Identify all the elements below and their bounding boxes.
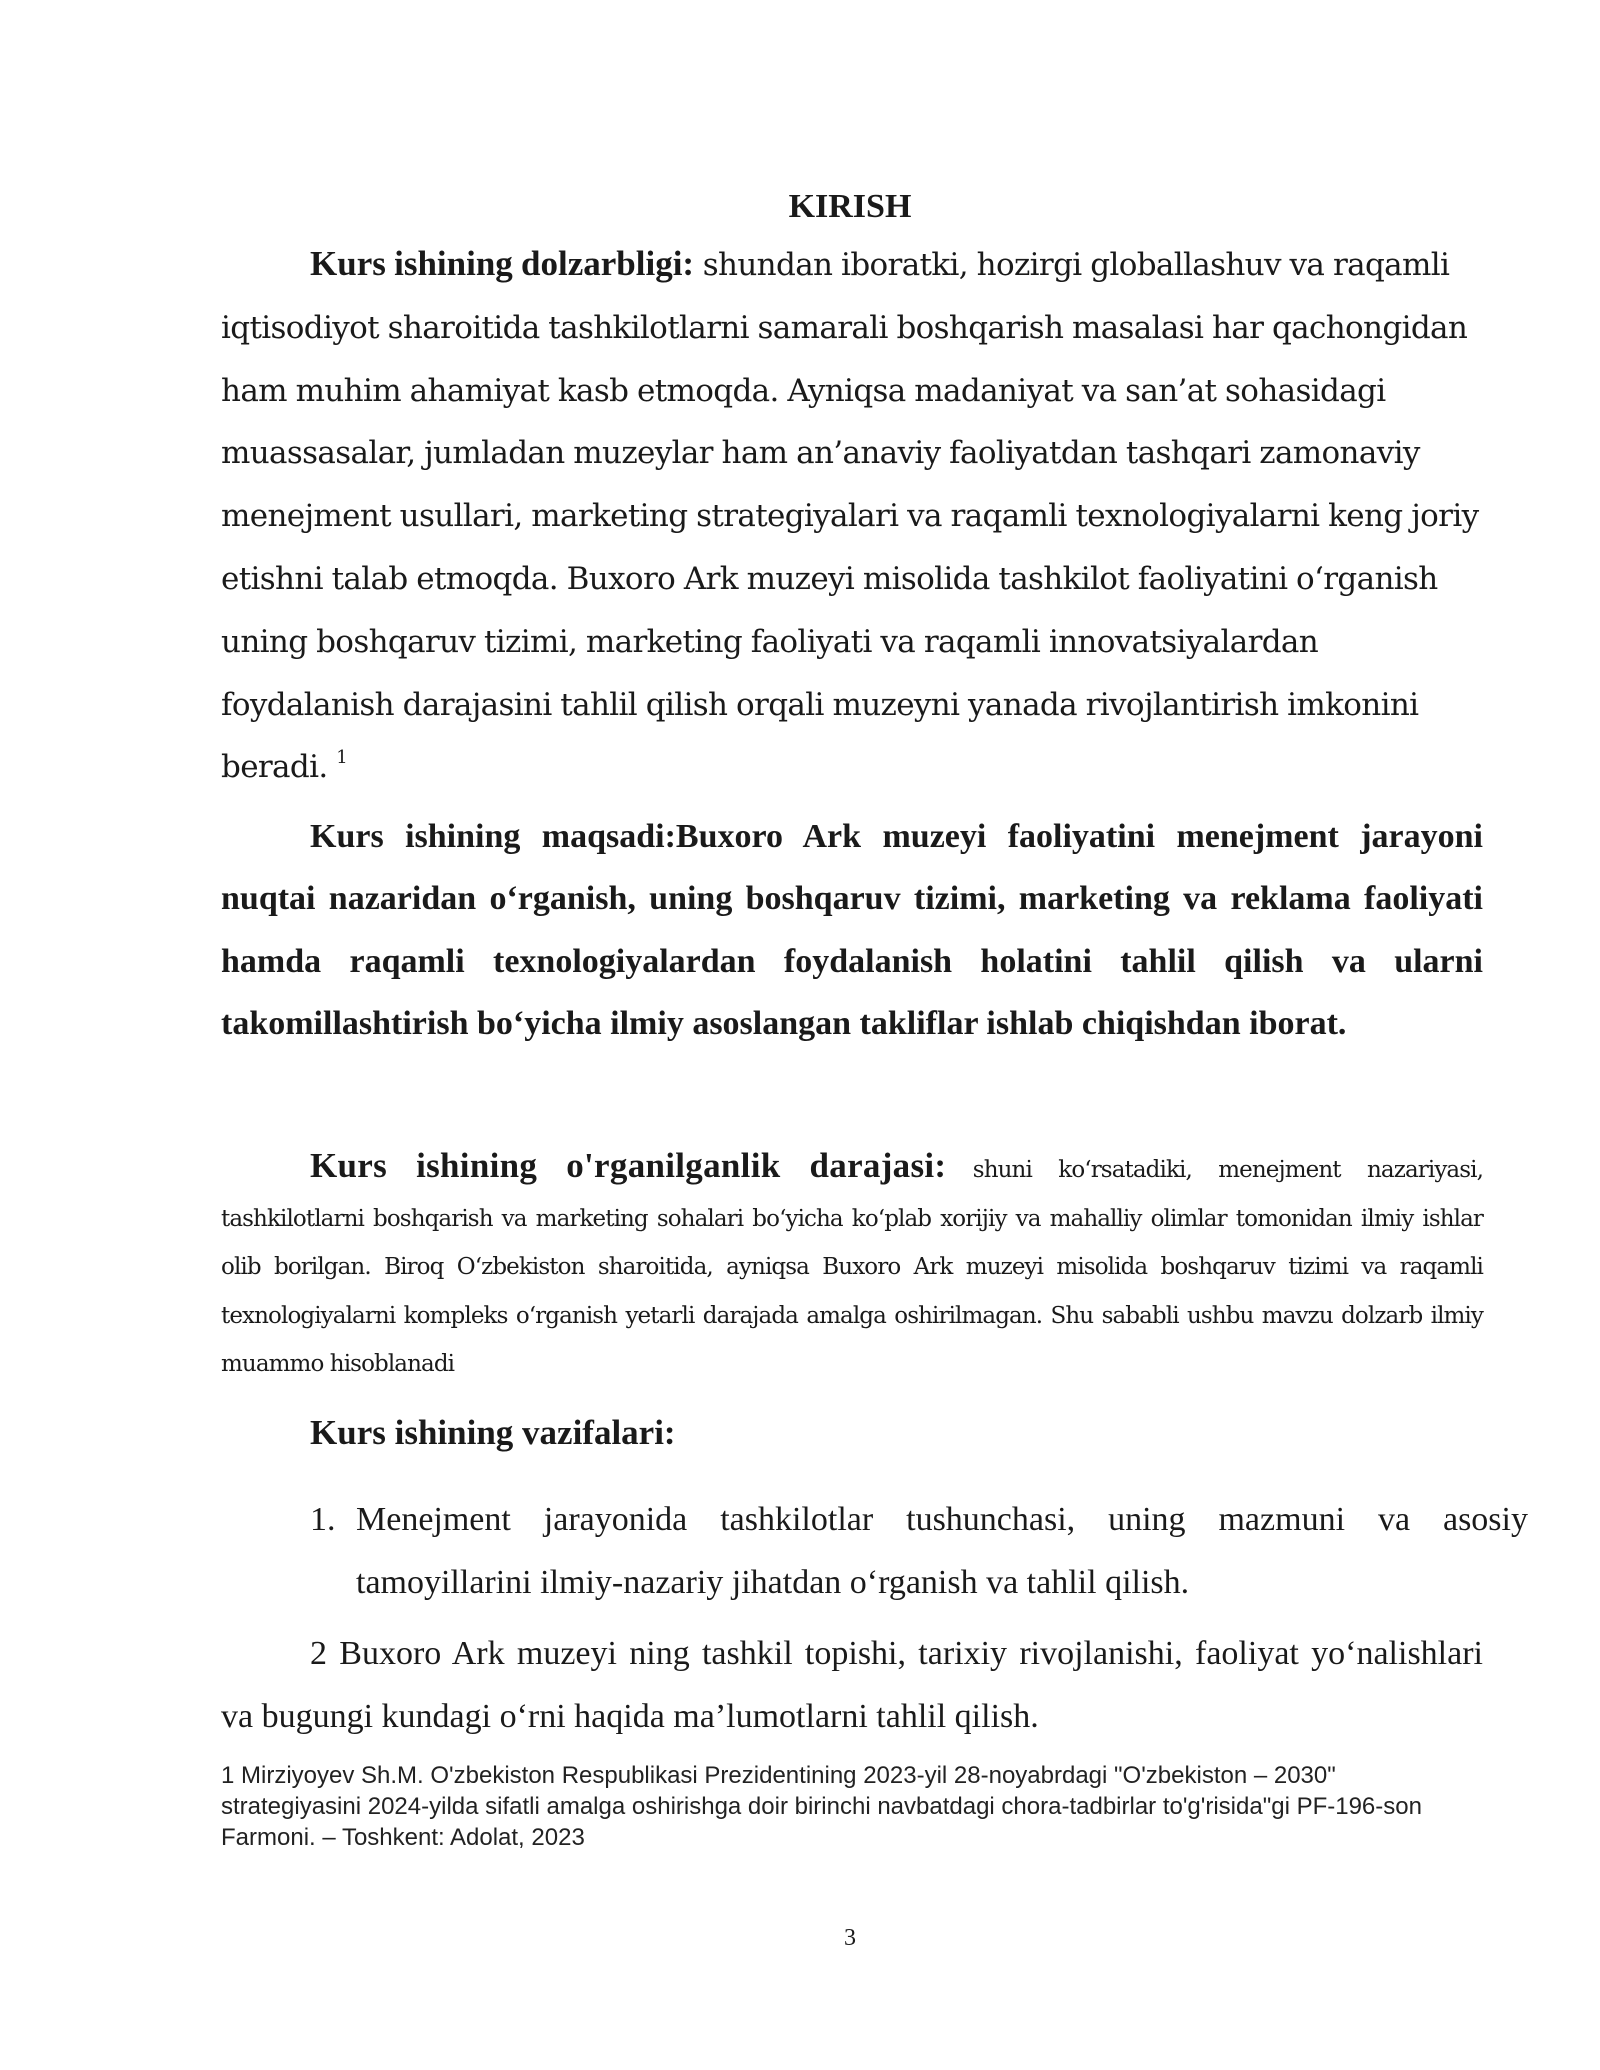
task-item-1 [310, 1489, 1528, 1614]
page-number: 3 [844, 1925, 856, 1951]
task-item-2: 2 Buxoro Ark muzeyi ning tashkil topishi, tarixiy rivojlanishi, faoliyat yo‘nalishlari va bugungi kundagi o‘rni haqida ma’lumotlarni tahlil qilish. [221, 1635, 1483, 1735]
footnote-reference[interactable]: 1 [336, 747, 348, 769]
task-item-1-text: Menejment jarayonida tashkilotlar tushunchasi, uning mazmuni va asosiy tamoyillarini ilmiy-nazariy jihatdan o‘rganish va tahlil qilish. [356, 1501, 1528, 1601]
relevance-label: Kurs ishining dolzarbligi: [310, 244, 695, 283]
task-item-1-number: 1. [310, 1501, 336, 1538]
study-level-text: shuni ko‘rsatadiki, menejment nazariyasi, tashkilotlarni boshqarish va marketing sohalari bo‘yicha ko‘plab xorijiy va mahalliy olimlar tomonidan ilmiy ishlar olib borilgan. Biroq O‘zbekiston sharoitida, ayniqsa Buxoro Ark muzeyi misolida boshqaruv tizimi va raqamli texnologiyalarni kompleks o‘rganish yetarli darajada amalga oshirilmagan. Shu sababli ushbu mavzu dolzarb ilmiy muammo hisoblanadi [221, 1157, 1484, 1377]
goal-paragraph [221, 806, 1483, 1055]
section-heading: KIRISH [788, 188, 912, 225]
study-level-label: Kurs ishining o'rganilganlik darajasi: [310, 1146, 947, 1185]
study-level-paragraph [221, 1142, 1483, 1389]
footnote: 1 Mirziyoyev Sh.M. O'zbekiston Respublikasi Prezidentining 2023-yil 28-noyabrdagi "O'zbekiston – 2030" strategiyasini 2024-yilda sifatli amalga oshirishga doir birinchi navbatdagi chora-tadbirlar to'g'risida"gi PF-196-son Farmoni. – Toshkent: Adolat, 2023 [221, 1762, 1422, 1851]
goal-text: Buxoro Ark muzeyi faoliyatini menejment jarayoni nuqtai nazaridan o‘rganish, uning boshqaruv tizimi, marketing va reklama faoliyati hamda raqamli texnologiyalardan foydalanish holatini tahlil qilish va ularni takomillashtirish bo‘yicha ilmiy asoslangan takliflar ishlab chiqishdan iborat. [221, 818, 1483, 1042]
relevance-text: shundan iboratki, hozirgi globallashuv va raqamli iqtisodiyot sharoitida tashkilotlarni samarali boshqarish masalasi har qachongidan ham muhim ahamiyat kasb etmoqda. Ayniqsa madaniyat va san’at sohasidagi muassasalar, jumladan muzeylar ham an’anaviy faoliyatdan tashqari zamonaviy menejment usullari, marketing strategiyalari va raqamli texnologiyalarni keng joriy etishni talab etmoqda. Buxoro Ark muzeyi misolida tashkilot faoliyatini o‘rganish uning boshqaruv tizimi, marketing faoliyati va raqamli innovatsiyalardan foydalanish darajasini tahlil qilish orqali muzeyni yanada rivojlantirish imkonini beradi. [221, 247, 1479, 786]
relevance-paragraph [221, 233, 1481, 799]
goal-label: Kurs ishining maqsadi: [310, 818, 676, 855]
tasks-heading: Kurs ishining vazifalari: [310, 1413, 676, 1452]
